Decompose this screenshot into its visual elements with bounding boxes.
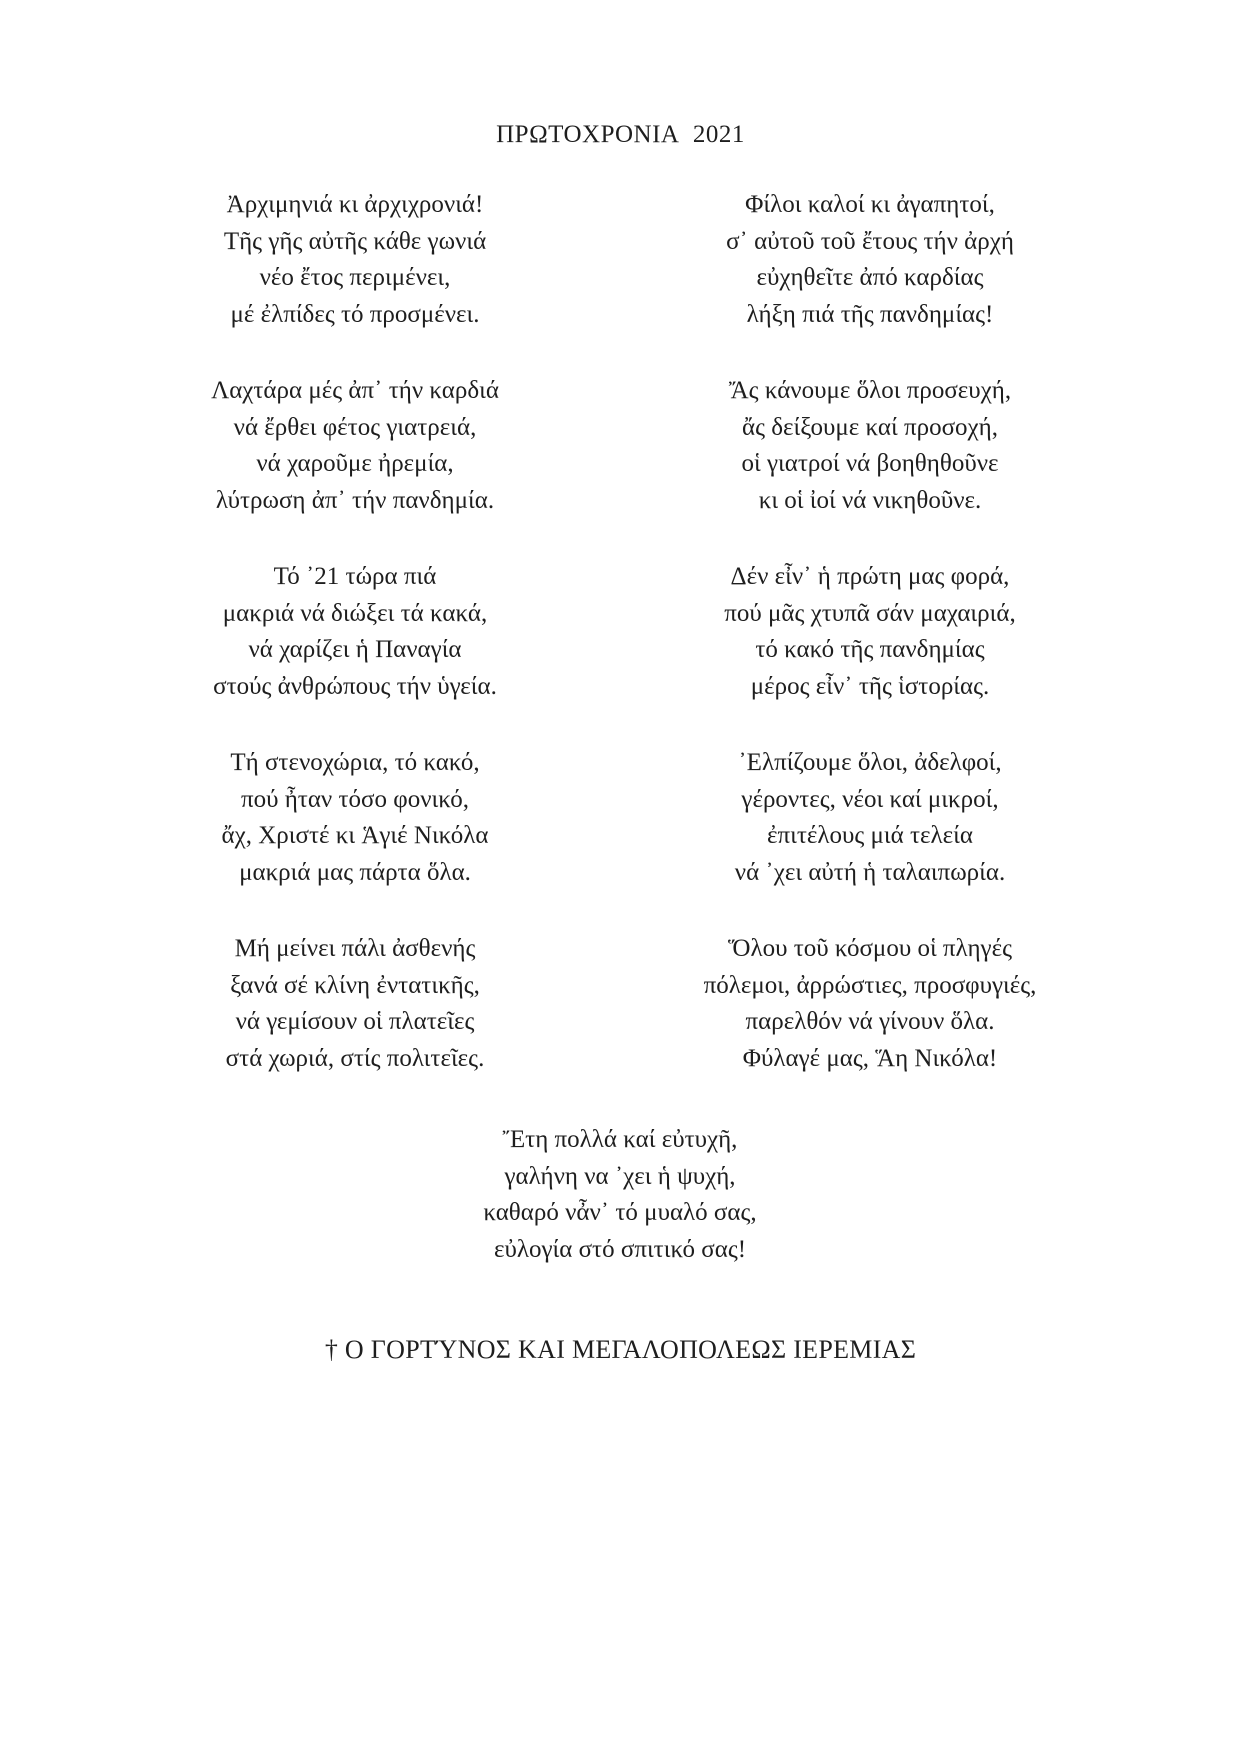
verse-line: νά ἔρθει φέτος γιατρειά, xyxy=(233,413,477,441)
verse-line: γέροντες, νέοι καί μικροί, xyxy=(741,785,999,813)
verse-line: τό κακό τῆς πανδημίας xyxy=(755,636,985,663)
verse-line: Λαχτάρα μές ἀπ᾿ τήν καρδιά xyxy=(211,377,499,404)
verse-line: μέ ἐλπίδες τό προσμένει. xyxy=(230,300,480,328)
verse-line: ᾿Ελπίζουμε ὅλοι, ἀδελφοί, xyxy=(738,749,1002,776)
verse-line: στούς ἀνθρώπους τήν ὑγεία. xyxy=(213,672,497,700)
verse-line: Μή μείνει πάλι ἀσθενής xyxy=(234,935,476,962)
stanza xyxy=(660,373,1080,519)
verse-line: νά χαρίζει ἡ Παναγία xyxy=(248,636,462,663)
verse-line: λύτρωση ἀπ᾿ τήν πανδημία. xyxy=(215,486,495,514)
verse-line: Ἀρχιμηνιά κι ἀρχιχρονιά! xyxy=(226,191,484,218)
verse-line: Ἔτη πολλά καί εὐτυχῆ, xyxy=(502,1126,738,1153)
verse-line: μέρος εἶν᾿ τῆς ἱστορίας. xyxy=(750,672,990,700)
verse-line: νά γεμίσουν οἱ πλατεῖες xyxy=(235,1008,475,1035)
verse-line: στά χωριά, στίς πολιτεῖες. xyxy=(225,1044,485,1072)
stanza xyxy=(660,559,1080,705)
left-column xyxy=(145,187,565,1117)
stanza xyxy=(145,931,565,1077)
verse-line: νέο ἔτος περιμένει, xyxy=(259,264,451,291)
stanza xyxy=(660,745,1080,891)
verse-line: Φύλαγέ μας, Ἅη Νικόλα! xyxy=(742,1044,998,1072)
verse-line: πού μᾶς χτυπᾶ σάν μαχαιριά, xyxy=(724,599,1016,627)
page-title: ΠΡΩΤΟΧΡΟΝΙΑ 2021 xyxy=(496,121,745,148)
verse-line: μακριά μας πάρτα ὅλα. xyxy=(239,858,471,886)
verse-line: νά ᾿χει αὐτή ἡ ταλαιπωρία. xyxy=(734,858,1006,886)
verse-line: πόλεμοι, ἀρρώστιες, προσφυγιές, xyxy=(703,971,1037,999)
signature: † Ο ΓΟΡΤΎΝΟΣ ΚΑΙ ΜΕΓΑΛΟΠΟΛΕΩΣ ΙΕΡΕΜΙΑΣ xyxy=(324,1335,917,1364)
verse-line: εὐχηθεῖτε ἀπό καρδίας xyxy=(756,264,984,291)
verse-line: Δέν εἶν᾿ ἡ πρώτη μας φορά, xyxy=(730,563,1010,590)
verse-line: Τῆς γῆς αὐτῆς κάθε γωνιά xyxy=(223,227,487,255)
verse-line: Ἄς κάνουμε ὅλοι προσευχή, xyxy=(728,377,1012,404)
stanza xyxy=(660,931,1080,1077)
verse-line: κι οἱ ἰοί νά νικηθοῦνε. xyxy=(758,486,982,514)
verse-line: λήξη πιά τῆς πανδημίας! xyxy=(746,300,994,328)
stanza xyxy=(145,559,565,705)
verse-line: ἄς δείξουμε καί προσοχή, xyxy=(742,413,998,441)
verse-line: Ὅλου τοῦ κόσμου οἱ πληγές xyxy=(728,935,1012,962)
verse-line: μακριά νά διώξει τά κακά, xyxy=(222,599,488,627)
verse-line: πού ἦταν τόσο φονικό, xyxy=(240,785,470,813)
stanza xyxy=(660,187,1080,333)
verse-line: ἐπιτέλους μιά τελεία xyxy=(766,822,973,849)
verse-line: σ᾿ αὐτοῦ τοῦ ἔτους τήν ἀρχή xyxy=(726,227,1014,255)
verse-line: γαλήνη να ᾿χει ἡ ψυχή, xyxy=(504,1162,736,1190)
verse-line: ξανά σέ κλίνη ἐντατικῆς, xyxy=(230,971,480,999)
verse-line: Τή στενοχώρια, τό κακό, xyxy=(230,749,480,776)
verse-line: εὐλογία στό σπιτικό σας! xyxy=(493,1235,747,1263)
verse-line: νά χαροῦμε ἠρεμία, xyxy=(256,450,454,477)
stanza xyxy=(145,187,565,333)
stanza xyxy=(145,373,565,519)
verse-line: παρελθόν νά γίνουν ὅλα. xyxy=(745,1008,995,1035)
right-column xyxy=(660,187,1080,1117)
verse-line: οἱ γιατροί νά βοηθηθοῦνε xyxy=(741,450,999,477)
closing-stanza xyxy=(320,1122,920,1268)
verse-line: ἄχ, Χριστέ κι Ἁγιέ Νικόλα xyxy=(221,822,489,849)
verse-line: Φίλοι καλοί κι ἀγαπητοί, xyxy=(745,191,995,218)
verse-line: Τό ᾿21 τώρα πιά xyxy=(273,563,437,590)
verse-line: καθαρό νἆν᾿ τό μυαλό σας, xyxy=(483,1199,757,1226)
stanza xyxy=(145,745,565,891)
